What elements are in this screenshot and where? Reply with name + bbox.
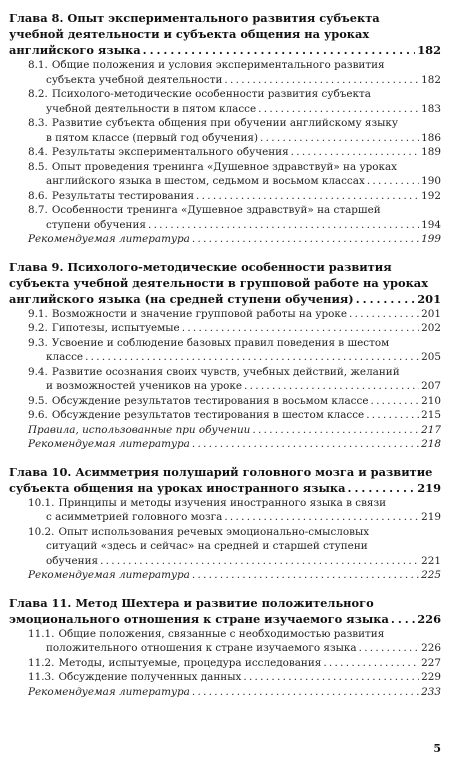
dot-leader — [224, 510, 419, 525]
page-number: 5 — [433, 742, 441, 755]
section-number: 8.5. — [28, 160, 48, 173]
toc-entry-line — [28, 203, 441, 218]
toc-entry-line — [28, 160, 441, 175]
entry-page-number: 194 — [421, 218, 441, 231]
toc-entry-last-line — [28, 685, 441, 700]
toc-entry-text: ступени обучения — [46, 218, 146, 231]
chapter-page-number: 219 — [417, 480, 441, 495]
section-number: 9.3. — [28, 336, 48, 349]
toc-extra-entry[interactable] — [0, 568, 453, 583]
section-number: 8.4. — [28, 146, 48, 158]
chapter-heading-line: Глава 10. Асимметрия полушарий головного мозга и развитие — [9, 464, 433, 479]
toc-entry-line — [28, 627, 441, 642]
toc-entry-text: Развитие осознания своих чувств, учебных действий, желаний — [51, 365, 400, 378]
toc-entry-line — [28, 336, 441, 351]
section-number: 8.3. — [28, 117, 48, 129]
entry-page-number: 233 — [421, 685, 441, 698]
entry-page-number: 192 — [421, 189, 441, 202]
section-number: 9.2. — [28, 322, 48, 334]
chapter-heading-line: Глава 9. Психолого-методические особенности развития — [9, 259, 392, 274]
toc-entry-text: Обсуждение результатов тестирования в шестом классе — [51, 409, 365, 421]
toc-entry-line — [28, 496, 441, 511]
toc-section-entry[interactable] — [0, 116, 453, 145]
toc-entry-text: положительного отношения к стране изучаемого языка — [46, 642, 357, 654]
toc-entry-text: Принципы и методы изучения иностранного языка в связи — [58, 496, 387, 509]
dot-leader — [367, 174, 419, 189]
toc-section-entry[interactable] — [0, 525, 453, 569]
section-number: 8.2. — [28, 88, 48, 100]
chapter-heading-last-line — [9, 611, 441, 627]
toc-entry-text: Обсуждение полученных данных — [58, 671, 242, 683]
dot-leader — [192, 685, 419, 700]
chapter-heading-line: учебной деятельности и субъекта общения на уроках — [9, 27, 370, 41]
toc-entry-last-line — [28, 321, 441, 336]
toc-entry-text: Психолого-методические особенности развития субъекта — [51, 88, 371, 100]
toc-entry-text: классе — [46, 351, 84, 363]
dot-leader — [258, 102, 419, 117]
toc-section-entry[interactable] — [0, 58, 453, 87]
toc-entry-last-line — [28, 641, 441, 656]
toc-entry-last-line — [28, 131, 441, 146]
toc-section-entry[interactable] — [0, 87, 453, 116]
dot-leader — [370, 394, 419, 409]
toc-section-entry[interactable] — [0, 627, 453, 656]
entry-page-number: 219 — [421, 511, 441, 523]
toc-entry-text: Опыт использования речевых эмоционально-смысловых — [58, 525, 370, 538]
chapter-heading-last-line — [9, 42, 441, 58]
toc-entry-last-line — [28, 218, 441, 233]
toc-section-entry[interactable] — [0, 365, 453, 394]
dot-leader — [100, 554, 419, 569]
chapter-heading-line: субъекта учебной деятельности в групповой работе на уроках — [9, 275, 428, 290]
chapter-heading-text: английского языка (на средней ступени обучения) — [9, 291, 354, 306]
chapter-section — [0, 595, 453, 700]
dot-leader — [349, 307, 419, 322]
toc-entry-text: с асимметрией головного мозга — [46, 511, 223, 523]
section-number: 8.7. — [28, 204, 48, 216]
chapter-heading-last-line — [9, 291, 441, 307]
table-of-contents — [0, 10, 453, 711]
chapter-heading[interactable] — [0, 259, 453, 307]
toc-extra-entry[interactable] — [0, 423, 453, 438]
toc-section-entry[interactable] — [0, 670, 453, 685]
chapter-heading-text: субъекта общения на уроках иностранного языка — [9, 480, 346, 495]
toc-entry-last-line — [28, 73, 441, 88]
toc-entry-last-line — [28, 510, 441, 525]
toc-entry-text: обучения — [46, 554, 99, 567]
toc-section-entry[interactable] — [0, 394, 453, 409]
entry-page-number: 221 — [421, 554, 441, 567]
toc-entry-text: Правила, использованные при обучении — [28, 423, 251, 436]
chapter-section — [0, 259, 453, 452]
toc-entry-text: Возможности и значение групповой работы на уроке — [51, 307, 348, 320]
chapter-heading-line: Глава 8. Опыт экспериментального развития субъекта — [9, 11, 380, 25]
toc-entry-text: Рекомендуемая литература — [28, 685, 190, 698]
toc-entry-text: Усвоение и соблюдение базовых правил поведения в шестом — [51, 336, 390, 349]
toc-entry-text: Рекомендуемая литература — [28, 233, 190, 245]
dot-leader — [348, 480, 416, 496]
toc-entry-line — [28, 87, 441, 102]
dot-leader — [244, 379, 419, 394]
toc-entry-last-line — [28, 145, 441, 160]
toc-section-entry[interactable] — [0, 189, 453, 204]
dot-leader — [192, 568, 419, 583]
entry-page-number: 190 — [421, 175, 441, 187]
section-number: 8.6. — [28, 189, 48, 202]
toc-entry-line — [28, 58, 441, 73]
toc-entry-line — [28, 365, 441, 380]
toc-entry-line: ситуаций «здесь и сейчас» на средней и старшей ступени — [46, 540, 368, 552]
toc-entry-text: Рекомендуемая литература — [28, 569, 190, 581]
toc-entry-last-line — [28, 394, 441, 409]
dot-leader — [192, 437, 419, 452]
entry-page-number: 215 — [421, 409, 441, 421]
entry-page-number: 189 — [421, 146, 441, 158]
toc-entry-last-line — [28, 232, 441, 247]
section-number: 10.2. — [28, 525, 55, 538]
chapter-page-number: 201 — [417, 291, 441, 306]
entry-page-number: 201 — [421, 307, 441, 320]
dot-leader — [192, 232, 419, 247]
entry-page-number: 207 — [421, 380, 441, 392]
section-number: 11.1. — [28, 627, 55, 640]
dot-leader — [224, 73, 419, 88]
entry-page-number: 227 — [421, 656, 441, 669]
section-number: 9.5. — [28, 394, 48, 407]
toc-entry-text: и возможностей учеников на уроке — [46, 380, 242, 392]
dot-leader — [143, 42, 416, 58]
dot-leader — [260, 131, 419, 146]
section-number: 11.2. — [28, 656, 55, 669]
chapter-page-number: 182 — [417, 43, 441, 57]
toc-entry-last-line — [28, 350, 441, 365]
toc-entry-text: Опыт проведения тренинга «Душевное здравствуй» на уроках — [51, 160, 398, 173]
toc-entry-text: в пятом классе (первый год обучения) — [46, 131, 259, 144]
dot-leader — [323, 656, 419, 671]
toc-entry-last-line — [28, 568, 441, 583]
toc-entry-text: Рекомендуемая литература — [28, 438, 190, 450]
toc-entry-text: Результаты тестирования — [51, 189, 195, 202]
toc-section-entry[interactable] — [0, 408, 453, 423]
toc-section-entry[interactable] — [0, 145, 453, 160]
dot-leader — [85, 350, 419, 365]
dot-leader — [359, 641, 420, 656]
toc-extra-entry[interactable] — [0, 437, 453, 452]
entry-page-number: 217 — [421, 423, 441, 436]
toc-section-entry[interactable] — [0, 203, 453, 232]
chapter-page-number: 226 — [417, 611, 441, 626]
toc-entry-text: учебной деятельности в пятом классе — [46, 102, 257, 115]
toc-entry-last-line — [28, 656, 441, 671]
entry-page-number: 210 — [421, 394, 441, 407]
chapter-heading[interactable] — [0, 464, 453, 496]
chapter-section — [0, 464, 453, 583]
toc-section-entry[interactable] — [0, 160, 453, 189]
entry-page-number: 225 — [421, 569, 441, 581]
toc-entry-text: английского языка в шестом, седьмом и восьмом классах — [46, 175, 365, 187]
entry-page-number: 226 — [421, 642, 441, 654]
toc-entry-last-line — [28, 408, 441, 423]
entry-page-number: 229 — [421, 671, 441, 683]
chapter-heading[interactable] — [0, 595, 453, 627]
dot-leader — [243, 670, 419, 685]
chapter-heading-last-line — [9, 480, 441, 496]
dot-leader — [291, 145, 420, 160]
toc-entry-line — [28, 116, 441, 131]
toc-section-entry[interactable] — [0, 656, 453, 671]
chapter-heading[interactable] — [0, 10, 453, 58]
toc-entry-text: Методы, испытуемые, процедура исследования — [58, 656, 322, 669]
section-number: 9.1. — [28, 307, 48, 320]
toc-section-entry[interactable] — [0, 321, 453, 336]
toc-entry-text: субъекта учебной деятельности — [46, 73, 223, 86]
entry-page-number: 183 — [421, 102, 441, 115]
toc-entry-text: Общие положения, связанные с необходимостью развития — [58, 627, 385, 640]
section-number: 11.3. — [28, 671, 55, 683]
toc-entry-last-line — [28, 174, 441, 189]
toc-entry-text: Результаты экспериментального обучения — [51, 146, 289, 158]
toc-extra-entry[interactable] — [0, 685, 453, 700]
entry-page-number: 202 — [421, 322, 441, 334]
dot-leader — [356, 291, 416, 307]
chapter-heading-text: эмоционального отношения к стране изучаемого языка — [9, 611, 389, 626]
toc-entry-last-line — [28, 307, 441, 322]
section-number: 9.6. — [28, 409, 48, 421]
toc-entry-last-line — [28, 189, 441, 204]
toc-extra-entry[interactable] — [0, 232, 453, 247]
toc-section-entry[interactable] — [0, 307, 453, 322]
toc-entry-line — [28, 525, 441, 540]
toc-entry-last-line — [28, 554, 441, 569]
chapter-heading-text: английского языка — [9, 43, 141, 57]
section-number: 8.1. — [28, 59, 48, 71]
toc-entry-last-line — [28, 102, 441, 117]
dot-leader — [366, 408, 419, 423]
entry-page-number: 205 — [421, 351, 441, 363]
dot-leader — [148, 218, 419, 233]
dot-leader — [196, 189, 419, 204]
toc-entry-text: Гипотезы, испытуемые — [51, 322, 180, 334]
toc-entry-last-line — [28, 423, 441, 438]
toc-section-entry[interactable] — [0, 496, 453, 525]
entry-page-number: 199 — [421, 233, 441, 245]
toc-entry-last-line — [28, 379, 441, 394]
toc-entry-text: Особенности тренинга «Душевное здравствуй» на старшей — [51, 204, 381, 216]
section-number: 10.1. — [28, 496, 55, 509]
dot-leader — [391, 611, 415, 627]
toc-section-entry[interactable] — [0, 336, 453, 365]
entry-page-number: 186 — [421, 131, 441, 144]
section-number: 9.4. — [28, 365, 48, 378]
chapter-section — [0, 10, 453, 247]
toc-entry-text: Развитие субъекта общения при обучении английскому языку — [51, 117, 399, 129]
toc-entry-text: Обсуждение результатов тестирования в восьмом классе — [51, 394, 369, 407]
toc-entry-last-line — [28, 670, 441, 685]
chapter-heading-line: Глава 11. Метод Шехтера и развитие положительного — [9, 595, 374, 610]
entry-page-number: 182 — [421, 73, 441, 86]
entry-page-number: 218 — [421, 438, 441, 450]
toc-entry-text: Общие положения и условия экспериментального развития — [51, 59, 385, 71]
dot-leader — [182, 321, 419, 336]
toc-entry-last-line — [28, 437, 441, 452]
dot-leader — [252, 423, 419, 438]
